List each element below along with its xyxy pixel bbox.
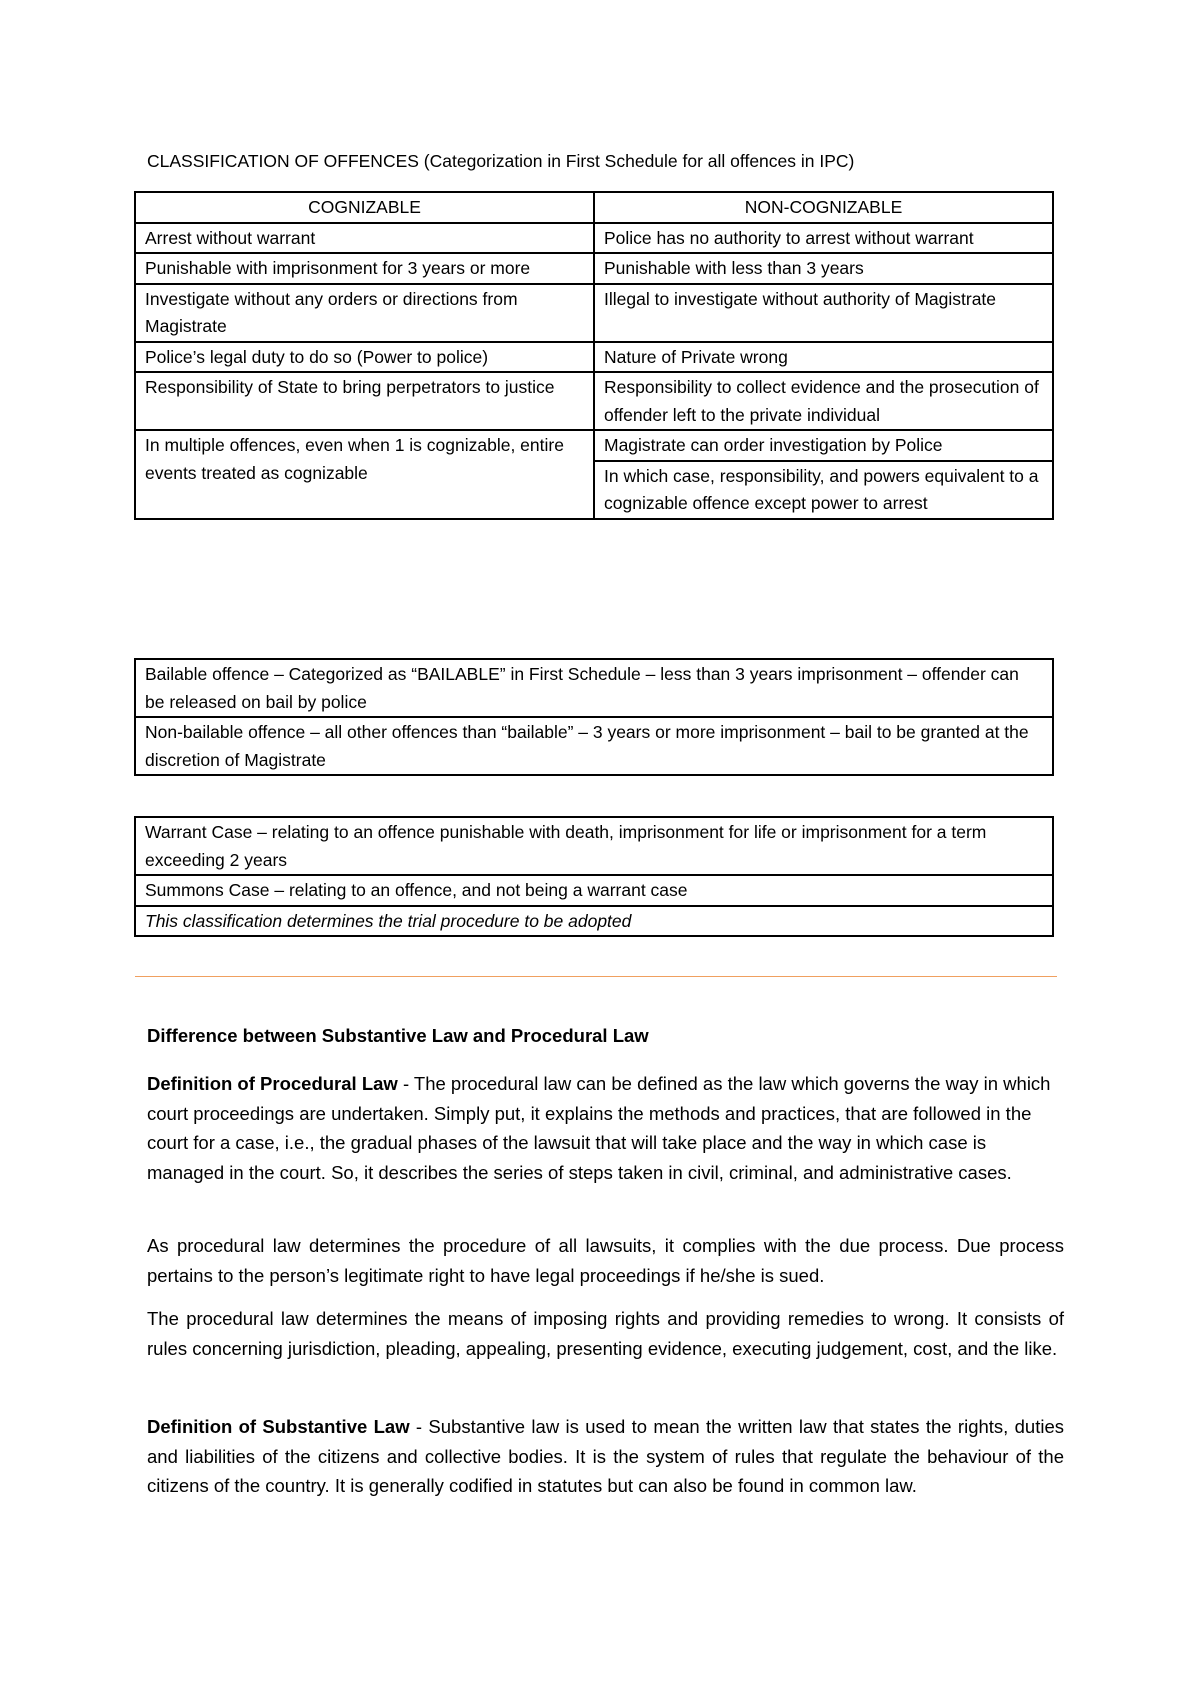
cognizable-cell: Arrest without warrant: [135, 223, 594, 254]
cognizable-cell: Punishable with imprisonment for 3 years or more: [135, 253, 594, 284]
bailable-cell: Bailable offence – Categorized as “BAILABLE” in First Schedule – less than 3 years imprisonment – offender can be released on bail by police: [135, 659, 1053, 717]
due-process-paragraph: As procedural law determines the procedure of all lawsuits, it complies with the due process. Due process pertains to the person’s legitimate right to have legal proceedings if he/she is sued.: [147, 1235, 1064, 1286]
horizontal-separator: [135, 976, 1057, 977]
table-row: [135, 875, 1053, 906]
table-row: [135, 372, 1053, 430]
table-row: [135, 659, 1053, 717]
non-bailable-cell: Non-bailable offence – all other offences than “bailable” – 3 years or more imprisonment – bail to be granted at the discretion of Magistrate: [135, 717, 1053, 775]
table-row: [135, 342, 1053, 373]
table-row: [135, 430, 1053, 461]
table-row: [135, 906, 1053, 937]
substantive-law-paragraph: [147, 1412, 1064, 1501]
remedies-paragraph: The procedural law determines the means of imposing rights and providing remedies to wrong. It consists of rules concerning jurisdiction, pleading, appealing, presenting evidence, executing judgement, cost, and the like.: [147, 1308, 1064, 1359]
table-row: [135, 284, 1053, 342]
procedural-law-text: - The procedural law can be defined as the law which governs the way in which court proceedings are undertaken. Simply put, it explains the methods and practices, that are followed in the court for a case, i.e., the gradual phases of the lawsuit that will take place and the way in which case is managed in the court. So, it describes the series of steps taken in civil, criminal, and administrative cases.: [147, 1073, 1051, 1183]
procedural-law-paragraph: [147, 1069, 1064, 1187]
header-non-cognizable: NON-COGNIZABLE: [594, 192, 1053, 223]
summons-case-cell: Summons Case – relating to an offence, and not being a warrant case: [135, 875, 1053, 906]
non-cognizable-cell: Magistrate can order investigation by Police: [594, 430, 1053, 461]
cognizance-table: [134, 191, 1054, 520]
cognizable-cell: In multiple offences, even when 1 is cognizable, entire events treated as cognizable: [135, 430, 594, 519]
warrant-case-cell: Warrant Case – relating to an offence punishable with death, imprisonment for life or imprisonment for a term exceeding 2 years: [135, 817, 1053, 875]
page-title: CLASSIFICATION OF OFFENCES (Categorization in First Schedule for all offences in IPC): [147, 151, 855, 171]
substantive-law-label: Definition of Substantive Law: [147, 1416, 410, 1437]
table-row: [135, 817, 1053, 875]
case-type-table: [134, 816, 1054, 937]
non-cognizable-cell: Nature of Private wrong: [594, 342, 1053, 373]
non-cognizable-cell: Police has no authority to arrest without warrant: [594, 223, 1053, 254]
bail-table: [134, 658, 1054, 776]
header-cognizable: COGNIZABLE: [135, 192, 594, 223]
table-row: [135, 253, 1053, 284]
non-cognizable-cell: In which case, responsibility, and powers equivalent to a cognizable offence except power to arrest: [594, 461, 1053, 519]
procedural-law-label: Definition of Procedural Law: [147, 1073, 398, 1094]
cognizable-cell: Responsibility of State to bring perpetrators to justice: [135, 372, 594, 430]
table-header-row: [135, 192, 1053, 223]
classification-note-cell: This classification determines the trial procedure to be adopted: [135, 906, 1053, 937]
cognizable-cell: Police’s legal duty to do so (Power to police): [135, 342, 594, 373]
table-row: [135, 717, 1053, 775]
non-cognizable-cell: Punishable with less than 3 years: [594, 253, 1053, 284]
non-cognizable-cell: Responsibility to collect evidence and the prosecution of offender left to the private individual: [594, 372, 1053, 430]
substantive-law-text: - Substantive law is used to mean the written law that states the rights, duties and liabilities of the citizens and collective bodies. It is the system of rules that regulate the behaviour of the citizens of the country. It is generally codified in statutes but can also be found in common law.: [147, 1416, 1064, 1496]
section-heading: Difference between Substantive Law and Procedural Law: [147, 1025, 649, 1046]
non-cognizable-cell: Illegal to investigate without authority of Magistrate: [594, 284, 1053, 342]
cognizable-cell: Investigate without any orders or directions from Magistrate: [135, 284, 594, 342]
table-row: [135, 223, 1053, 254]
